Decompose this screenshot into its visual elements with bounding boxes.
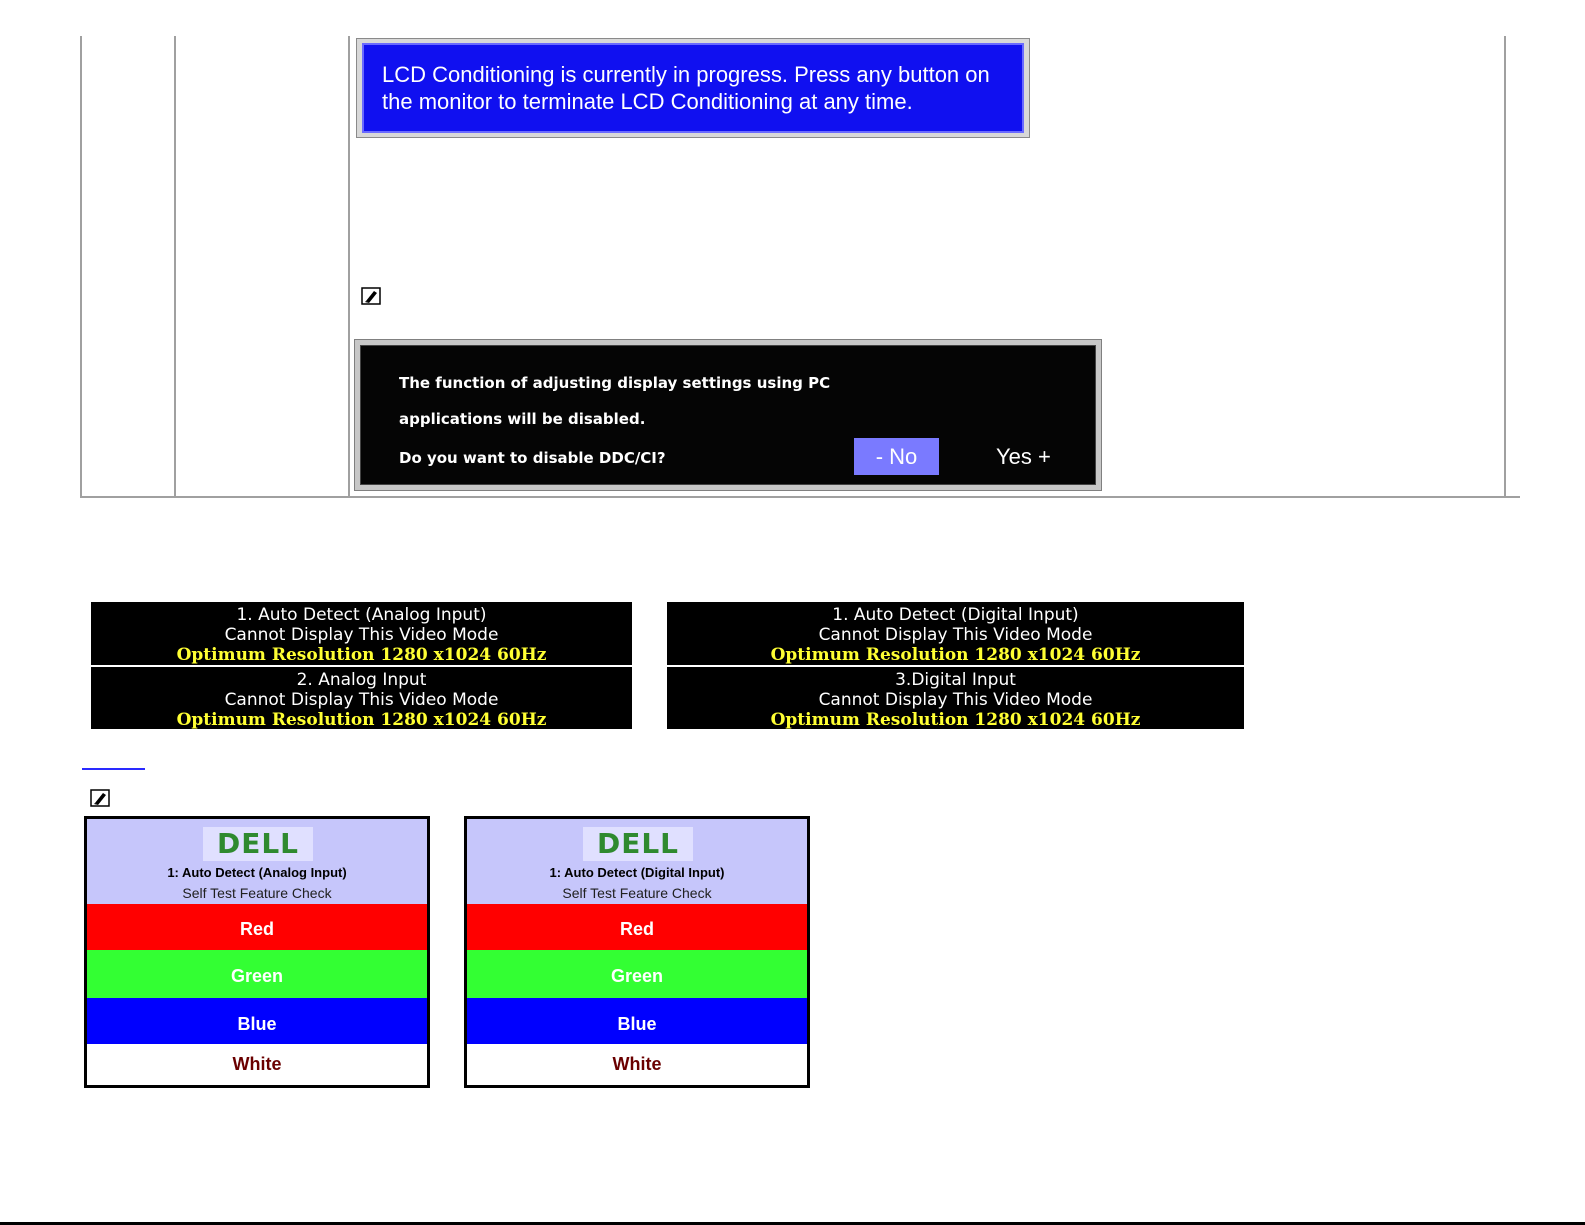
self-test-header (467, 819, 807, 904)
color-band-red: Red (467, 904, 807, 950)
ddc-ci-dialog-body (360, 345, 1096, 485)
table-divider-2 (348, 36, 350, 496)
message-line2: Cannot Display This Video Mode (818, 690, 1093, 710)
self-test-subtitle: Self Test Feature Check (182, 885, 332, 901)
message-line2: Cannot Display This Video Mode (224, 625, 499, 645)
color-band-red: Red (87, 904, 427, 950)
message-resolution: Optimum Resolution 1280 x1024 60Hz (176, 710, 547, 730)
lcd-conditioning-message (362, 43, 1024, 133)
message-line2: Cannot Display This Video Mode (224, 690, 499, 710)
yes-button[interactable]: Yes + (996, 444, 1051, 469)
osd-message-analog (91, 667, 632, 729)
ddc-ci-dialog (354, 339, 1102, 491)
color-band-white: White (87, 1044, 427, 1085)
osd-message-analog-auto (91, 602, 632, 665)
message-line1: 2. Analog Input (296, 670, 427, 690)
osd-message-digital-auto (667, 602, 1244, 665)
ddc-dialog-line2: applications will be disabled. (399, 410, 646, 428)
lcd-conditioning-osd (356, 38, 1030, 138)
dell-logo: DELL (203, 827, 313, 861)
self-test-subtitle: Self Test Feature Check (562, 885, 712, 901)
message-line1: 1. Auto Detect (Analog Input) (236, 605, 487, 625)
dell-logo: DELL (583, 827, 693, 861)
message-line1: 1. Auto Detect (Digital Input) (832, 605, 1079, 625)
message-resolution: Optimum Resolution 1280 x1024 60Hz (770, 710, 1141, 730)
message-resolution: Optimum Resolution 1280 x1024 60Hz (176, 645, 547, 665)
color-band-green: Green (467, 950, 807, 998)
self-test-title: 1: Auto Detect (Digital Input) (549, 865, 725, 880)
message-line2: Cannot Display This Video Mode (818, 625, 1093, 645)
ddc-dialog-line1: The function of adjusting display settings using PC (399, 374, 831, 392)
lcd-message-line2: the monitor to terminate LCD Conditioning at any time. (382, 89, 913, 114)
self-test-digital (464, 816, 810, 1088)
back-to-top-link[interactable] (82, 768, 145, 770)
table-border-right (1504, 36, 1506, 498)
ddc-dialog-line3: Do you want to disable DDC/CI? (399, 449, 666, 467)
color-band-white: White (467, 1044, 807, 1085)
self-test-header (87, 819, 427, 904)
self-test-analog (84, 816, 430, 1088)
color-band-green: Green (87, 950, 427, 998)
color-band-blue: Blue (87, 998, 427, 1044)
lcd-message-line1: LCD Conditioning is currently in progress. Press any button on (382, 62, 990, 87)
self-test-title: 1: Auto Detect (Analog Input) (167, 865, 347, 880)
table-border-bottom (80, 496, 1520, 498)
message-line1: 3.Digital Input (895, 670, 1016, 690)
table-border-left (80, 36, 82, 498)
table-divider-1 (174, 36, 176, 496)
osd-message-digital (667, 667, 1244, 729)
message-resolution: Optimum Resolution 1280 x1024 60Hz (770, 645, 1141, 665)
color-band-blue: Blue (467, 998, 807, 1044)
no-button[interactable]: - No (854, 438, 939, 475)
note-pencil-icon (90, 789, 110, 807)
note-pencil-icon (361, 287, 381, 305)
